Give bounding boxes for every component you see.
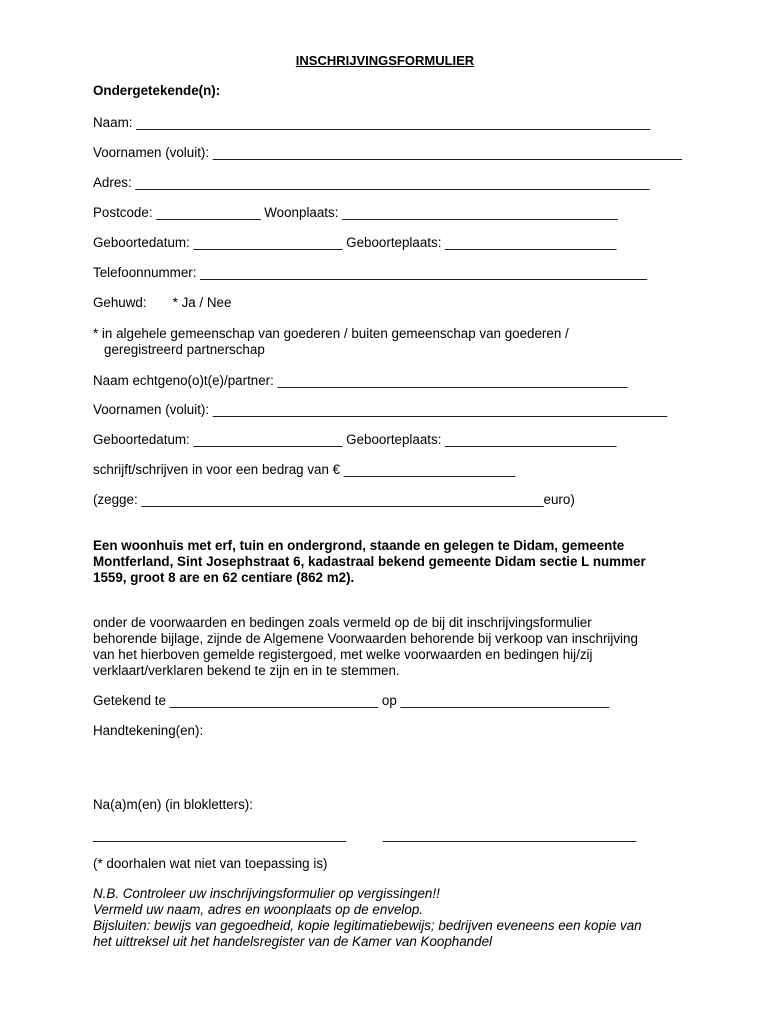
telefoon-field[interactable]: Telefoonnummer: ____________________________________________________________	[93, 265, 648, 280]
voornamen-field[interactable]: Voornamen (voluit): _______________________________________________________________	[93, 145, 683, 160]
nb-line: N.B. Controleer uw inschrijvingsformulier op vergissingen!!	[93, 886, 440, 901]
conditions-line: behorende bijlage, zijnde de Algemene Voorwaarden behorende bij verkoop van inschrijving	[93, 631, 638, 646]
geboorte-field[interactable]: Geboortedatum: ____________________ Geboorteplaats: _______________________	[93, 235, 617, 250]
signature-label: Handtekening(en):	[93, 723, 204, 738]
nb-line: Vermeld uw naam, adres en woonplaats op de envelop.	[93, 902, 424, 917]
postcode-woonplaats-field[interactable]: Postcode: ______________ Woonplaats: _____________________________________	[93, 205, 618, 220]
gehuwd-field[interactable]: Gehuwd: * Ja / Nee	[93, 295, 232, 310]
partner-naam-field[interactable]: Naam echtgeno(o)t(e)/partner: _______________________________________________	[93, 373, 628, 388]
form-title: INSCHRIJVINGSFORMULIER	[295, 53, 475, 68]
adres-field[interactable]: Adres: _____________________________________________________________________	[93, 175, 650, 190]
names-label: Na(a)m(en) (in blokletters):	[93, 797, 253, 812]
property-line: Een woonhuis met erf, tuin en ondergrond, staande en gelegen te Didam, gemeente	[93, 538, 625, 553]
marital-note-cont: geregistreerd partnerschap	[104, 342, 265, 357]
property-line: 1559, groot 8 are en 62 centiare (862 m2).	[93, 570, 355, 585]
naam-field[interactable]: Naam: _____________________________________________________________________	[93, 115, 651, 130]
nb-line: Bijsluiten: bewijs van gegoedheid, kopie legitimatiebewijs; bedrijven eveneens een kopie van	[93, 918, 642, 933]
partner-voornamen-field[interactable]: Voornamen (voluit): _____________________________________________________________	[93, 402, 668, 417]
signed-at-field[interactable]: Getekend te ____________________________ op ____________________________	[93, 693, 610, 708]
amount-field[interactable]: schrijft/schrijven in voor een bedrag van € _______________________	[93, 462, 516, 477]
zegge-field[interactable]: (zegge: ______________________________________________________euro)	[93, 492, 575, 507]
conditions-line: verklaart/verklaren bekend te zijn en in te stemmen.	[93, 663, 400, 678]
name-line-1[interactable]: __________________________________	[93, 827, 347, 842]
strike-note: (* doorhalen wat niet van toepassing is)	[93, 856, 328, 871]
nb-line: het uittreksel uit het handelsregister van de Kamer van Koophandel	[93, 934, 492, 949]
conditions-line: onder de voorwaarden en bedingen zoals vermeld op de bij dit inschrijvingsformulier	[93, 615, 592, 630]
undersigned-heading: Ondergetekende(n):	[93, 83, 221, 98]
name-line-2[interactable]: __________________________________	[383, 827, 637, 842]
property-line: Montferland, Sint Josephstraat 6, kadastraal bekend gemeente Didam sectie L nummer	[93, 554, 646, 569]
marital-note: * in algehele gemeenschap van goederen / buiten gemeenschap van goederen /	[93, 326, 569, 341]
partner-geboorte-field[interactable]: Geboortedatum: ____________________ Geboorteplaats: _______________________	[93, 432, 617, 447]
conditions-line: van het hierboven gemelde registergoed, met welke voorwaarden en bedingen hij/zij	[93, 647, 593, 662]
